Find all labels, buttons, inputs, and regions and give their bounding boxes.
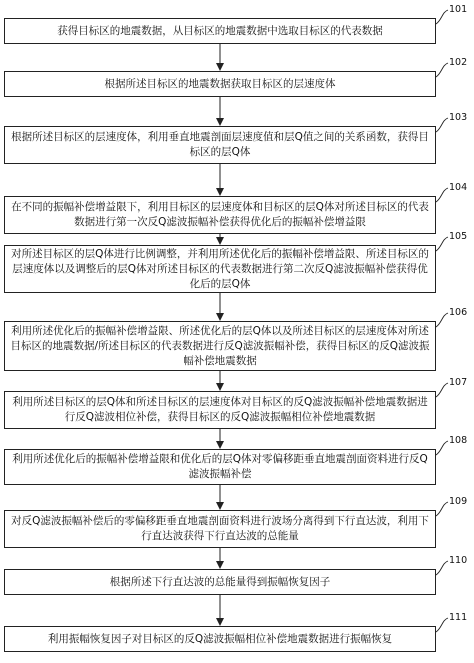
- step-box-102: [4, 71, 436, 97]
- step-label-106: 106: [449, 307, 468, 318]
- step-text-108: 利用所述优化后的振幅补偿增益限和优化后的层Q体对零偏移距垂直地震剖面资料进行反Q滤波振幅补偿: [12, 453, 428, 480]
- step-label-104: 104: [449, 182, 468, 193]
- step-box-108: [4, 449, 436, 485]
- step-label-105: 105: [449, 231, 468, 242]
- step-label-102: 102: [449, 57, 468, 68]
- step-text-110: 根据所述下行直达波的总能量得到振幅恢复因子: [109, 575, 331, 588]
- step-label-leader: [436, 188, 448, 202]
- step-text-107: 利用所述目标区的层Q体和所述目标区的层速度体对目标区的反Q滤波振幅补偿地震数据进行反Q滤波相位补偿，获得目标区的反Q滤波振幅相位补偿地震数据: [12, 396, 428, 423]
- step-box-103: [4, 126, 436, 164]
- step-text-102: 根据所述目标区的地震数据获取目标区的层速度体: [104, 77, 336, 90]
- step-label-leader: [436, 63, 448, 77]
- step-text-106: 利用所述优化后的振幅补偿增益限、所述优化后的层Q体以及所述目标区的层速度体对所述目标区的地震数据/所述目标区的代表数据进行反Q滤波振幅补偿，获得目标区的反Q滤波振幅补偿地震数据: [10, 324, 430, 367]
- step-label-leader: [436, 10, 448, 24]
- step-text-109: 对反Q滤波振幅补偿后的零偏移距垂直地震剖面资料进行波场分离得到下行直达波，利用下行直达波获得下行直达波的总能量: [11, 515, 429, 542]
- step-label-leader: [436, 313, 448, 327]
- step-label-leader: [436, 383, 448, 397]
- step-label-103: 103: [449, 112, 468, 123]
- step-label-leader: [436, 237, 448, 251]
- step-box-107: [4, 391, 436, 429]
- step-text-111: 利用振幅恢复因子对目标区的反Q滤波振幅相位补偿地震数据进行振幅恢复: [47, 632, 393, 645]
- step-text-103: 根据所述目标区的层速度体，利用垂直地震剖面层速度值和层Q值之间的关系函数，获得目标区的层Q体: [11, 131, 429, 158]
- step-label-leader: [436, 502, 448, 516]
- step-text-101: 获得目标区的地震数据，从目标区的地震数据中选取目标区的代表数据: [57, 24, 383, 37]
- step-label-101: 101: [449, 4, 468, 15]
- step-text-104: 在不同的振幅补偿增益限下，利用目标区的层速度体和目标区的层Q体对所述目标区的代表数据进行第一次反Q滤波振幅补偿获得优化后的振幅补偿增益限: [11, 201, 429, 228]
- step-box-106: [4, 321, 436, 371]
- step-box-111: [4, 626, 436, 652]
- step-label-leader: [436, 618, 448, 632]
- step-label-109: 109: [449, 496, 468, 507]
- step-box-109: [4, 510, 436, 548]
- step-box-101: [4, 18, 436, 44]
- step-label-108: 108: [449, 435, 468, 446]
- step-label-leader: [436, 118, 448, 132]
- step-box-110: [4, 569, 436, 595]
- step-label-107: 107: [449, 377, 468, 388]
- step-label-111: 111: [449, 612, 468, 623]
- step-label-leader: [436, 441, 448, 455]
- step-box-105: [4, 245, 436, 293]
- step-text-105: 对所述目标区的层Q体进行比例调整，并利用所述优化后的振幅补偿增益限、所述目标区的层速度体以及调整后的层Q体对所述目标区的代表数据进行第二次反Q滤波振幅补偿获得优化后的层Q体: [11, 247, 429, 290]
- step-box-104: [4, 196, 436, 234]
- step-label-110: 110: [449, 555, 468, 566]
- step-label-leader: [436, 561, 448, 575]
